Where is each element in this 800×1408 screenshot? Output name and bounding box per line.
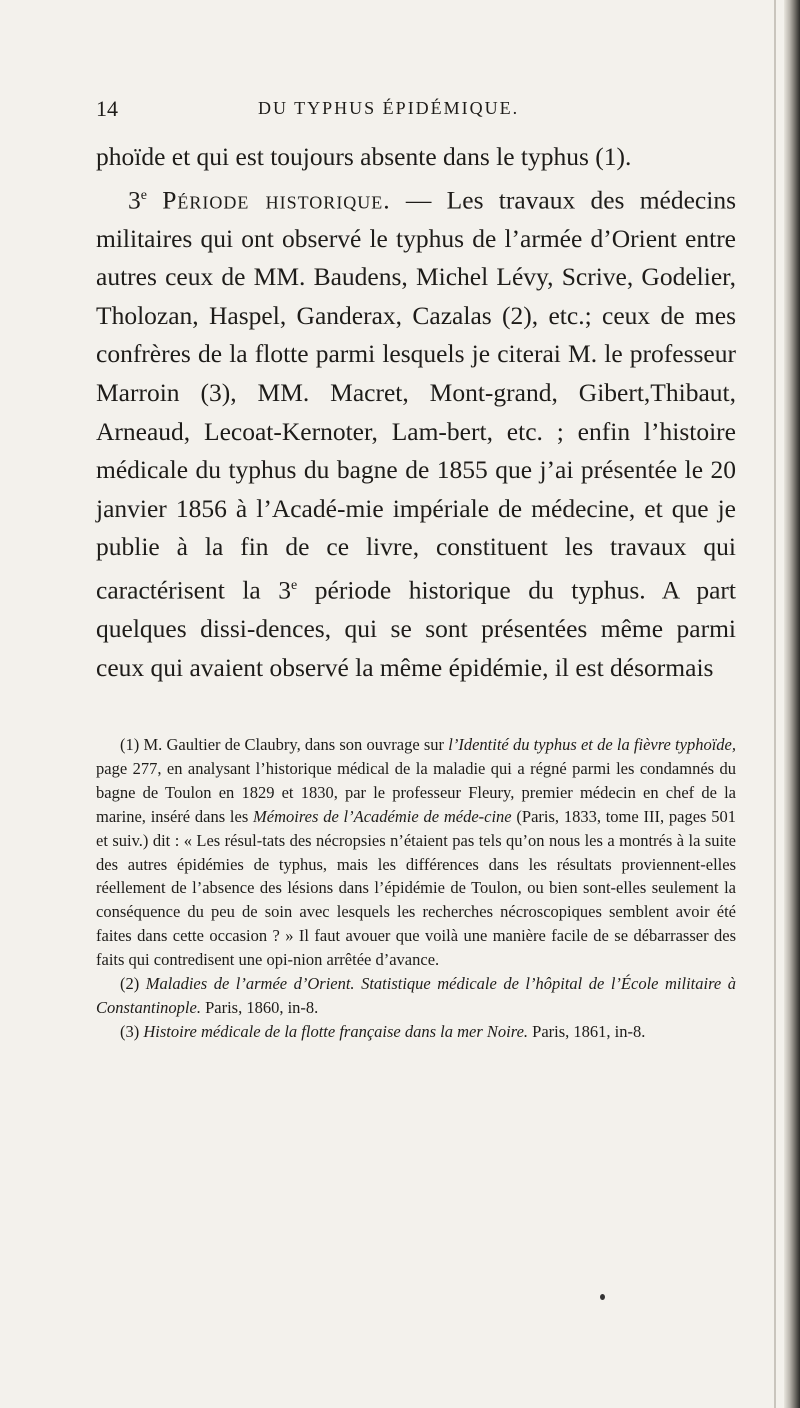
period-number-inline: 3 bbox=[278, 575, 292, 605]
period-heading: Période historique. bbox=[162, 185, 391, 215]
footnote-1-title-1: l’Identité du typhus et de la fièvre typhoïde, bbox=[448, 735, 736, 754]
footnote-3 bbox=[96, 1020, 736, 1044]
footnote-3-number: (3) bbox=[120, 1021, 144, 1041]
page-number: 14 bbox=[96, 96, 118, 121]
footnote-3-details: Paris, 1861, in-8. bbox=[528, 1021, 646, 1041]
footnote-1-text-c: (Paris, 1833, tome III, pages 501 et suiv.) dit : « Les résul-tats des nécropsies n’étaient pas tels qu’on nous les a montrés à la suite des autres épidémies de typhus, mais les différences dans les résultats proviennent-elles réellement de l’absence des lésions dans l’épidémie de Toulon, ou bien sont-elles seulement la conséquence du peu de soin avec lesquels les recherches nécroscopiques semblent avoir été faites dans cette occasion ? » Il faut avouer que voilà une manière facile de se débarrasser des faits qui contredisent une opi-nion arrêtée d’avance. bbox=[96, 806, 736, 970]
footnote-1-text-b: page 277, en analysant l’historique médical de la maladie qui a régné parmi les condamnés du bagne de Toulon en 1829 et 1830, par le professeur Fleury, premier médecin en chef de la marine, inséré dans les bbox=[96, 758, 736, 826]
footnote-2-details: Paris, 1860, in-8. bbox=[200, 997, 319, 1017]
footnote-1 bbox=[96, 733, 736, 972]
paragraph-third-period bbox=[96, 177, 736, 688]
footnotes bbox=[96, 733, 736, 1044]
footnote-3-title: Histoire médicale de la flotte française dans la mer Noire. bbox=[143, 1021, 529, 1041]
period-ordinal: e bbox=[140, 187, 147, 203]
continuation-line: phoïde et qui est toujours absente dans le typhus (1). bbox=[96, 142, 632, 171]
page-fold-line bbox=[774, 0, 776, 1408]
footnote-2-title: Maladies de l’armée d’Orient. Statistique médicale de l’hôpital de l’École militaire à Constantinople. bbox=[96, 974, 736, 1017]
paragraph-text: — Les travaux des médecins militaires qui ont observé le typhus de l’armée d’Orient entre autres ceux de MM. Baudens, Michel Lévy, Scrive, Godelier, Tholozan, Haspel, Ganderax, Cazalas (2), etc.; ceux de mes confrères de la flotte parmi lesquels je citerai M. le professeur Marroin (3), MM. Macret, Mont-grand, Gibert,Thibaut, Arneaud, Lecoat-Kernoter, Lam-bert, etc. ; enfin l’histoire médicale du typhus du bagne de 1855 que j’ai présentée le 20 janvier 1856 à l’Acadé-mie impériale de médecine, et que je publie à la fin de ce livre, constituent les travaux qui caractérisent la bbox=[96, 185, 736, 605]
main-text bbox=[96, 138, 736, 687]
book-spine-shadow bbox=[784, 0, 800, 1408]
running-title: DU TYPHUS ÉPIDÉMIQUE. bbox=[258, 98, 520, 118]
period-ordinal-inline: e bbox=[291, 578, 298, 594]
page-header bbox=[96, 96, 736, 126]
footnote-1-title-2: Mémoires de l’Académie de méde-cine bbox=[253, 806, 512, 826]
paragraph-text-end: période historique du typhus. A part quelques dissi-dences, qui se sont présentées même parmi ceux qui avaient observé la même épidémie, il est désormais bbox=[96, 575, 736, 682]
footnote-2 bbox=[96, 972, 736, 1020]
footnote-2-number: (2) bbox=[120, 974, 146, 994]
footnote-1-text-a: (1) M. Gaultier de Claubry, dans son ouvrage sur bbox=[120, 735, 449, 754]
period-number: 3 bbox=[128, 185, 141, 215]
ink-speck bbox=[600, 1294, 605, 1300]
